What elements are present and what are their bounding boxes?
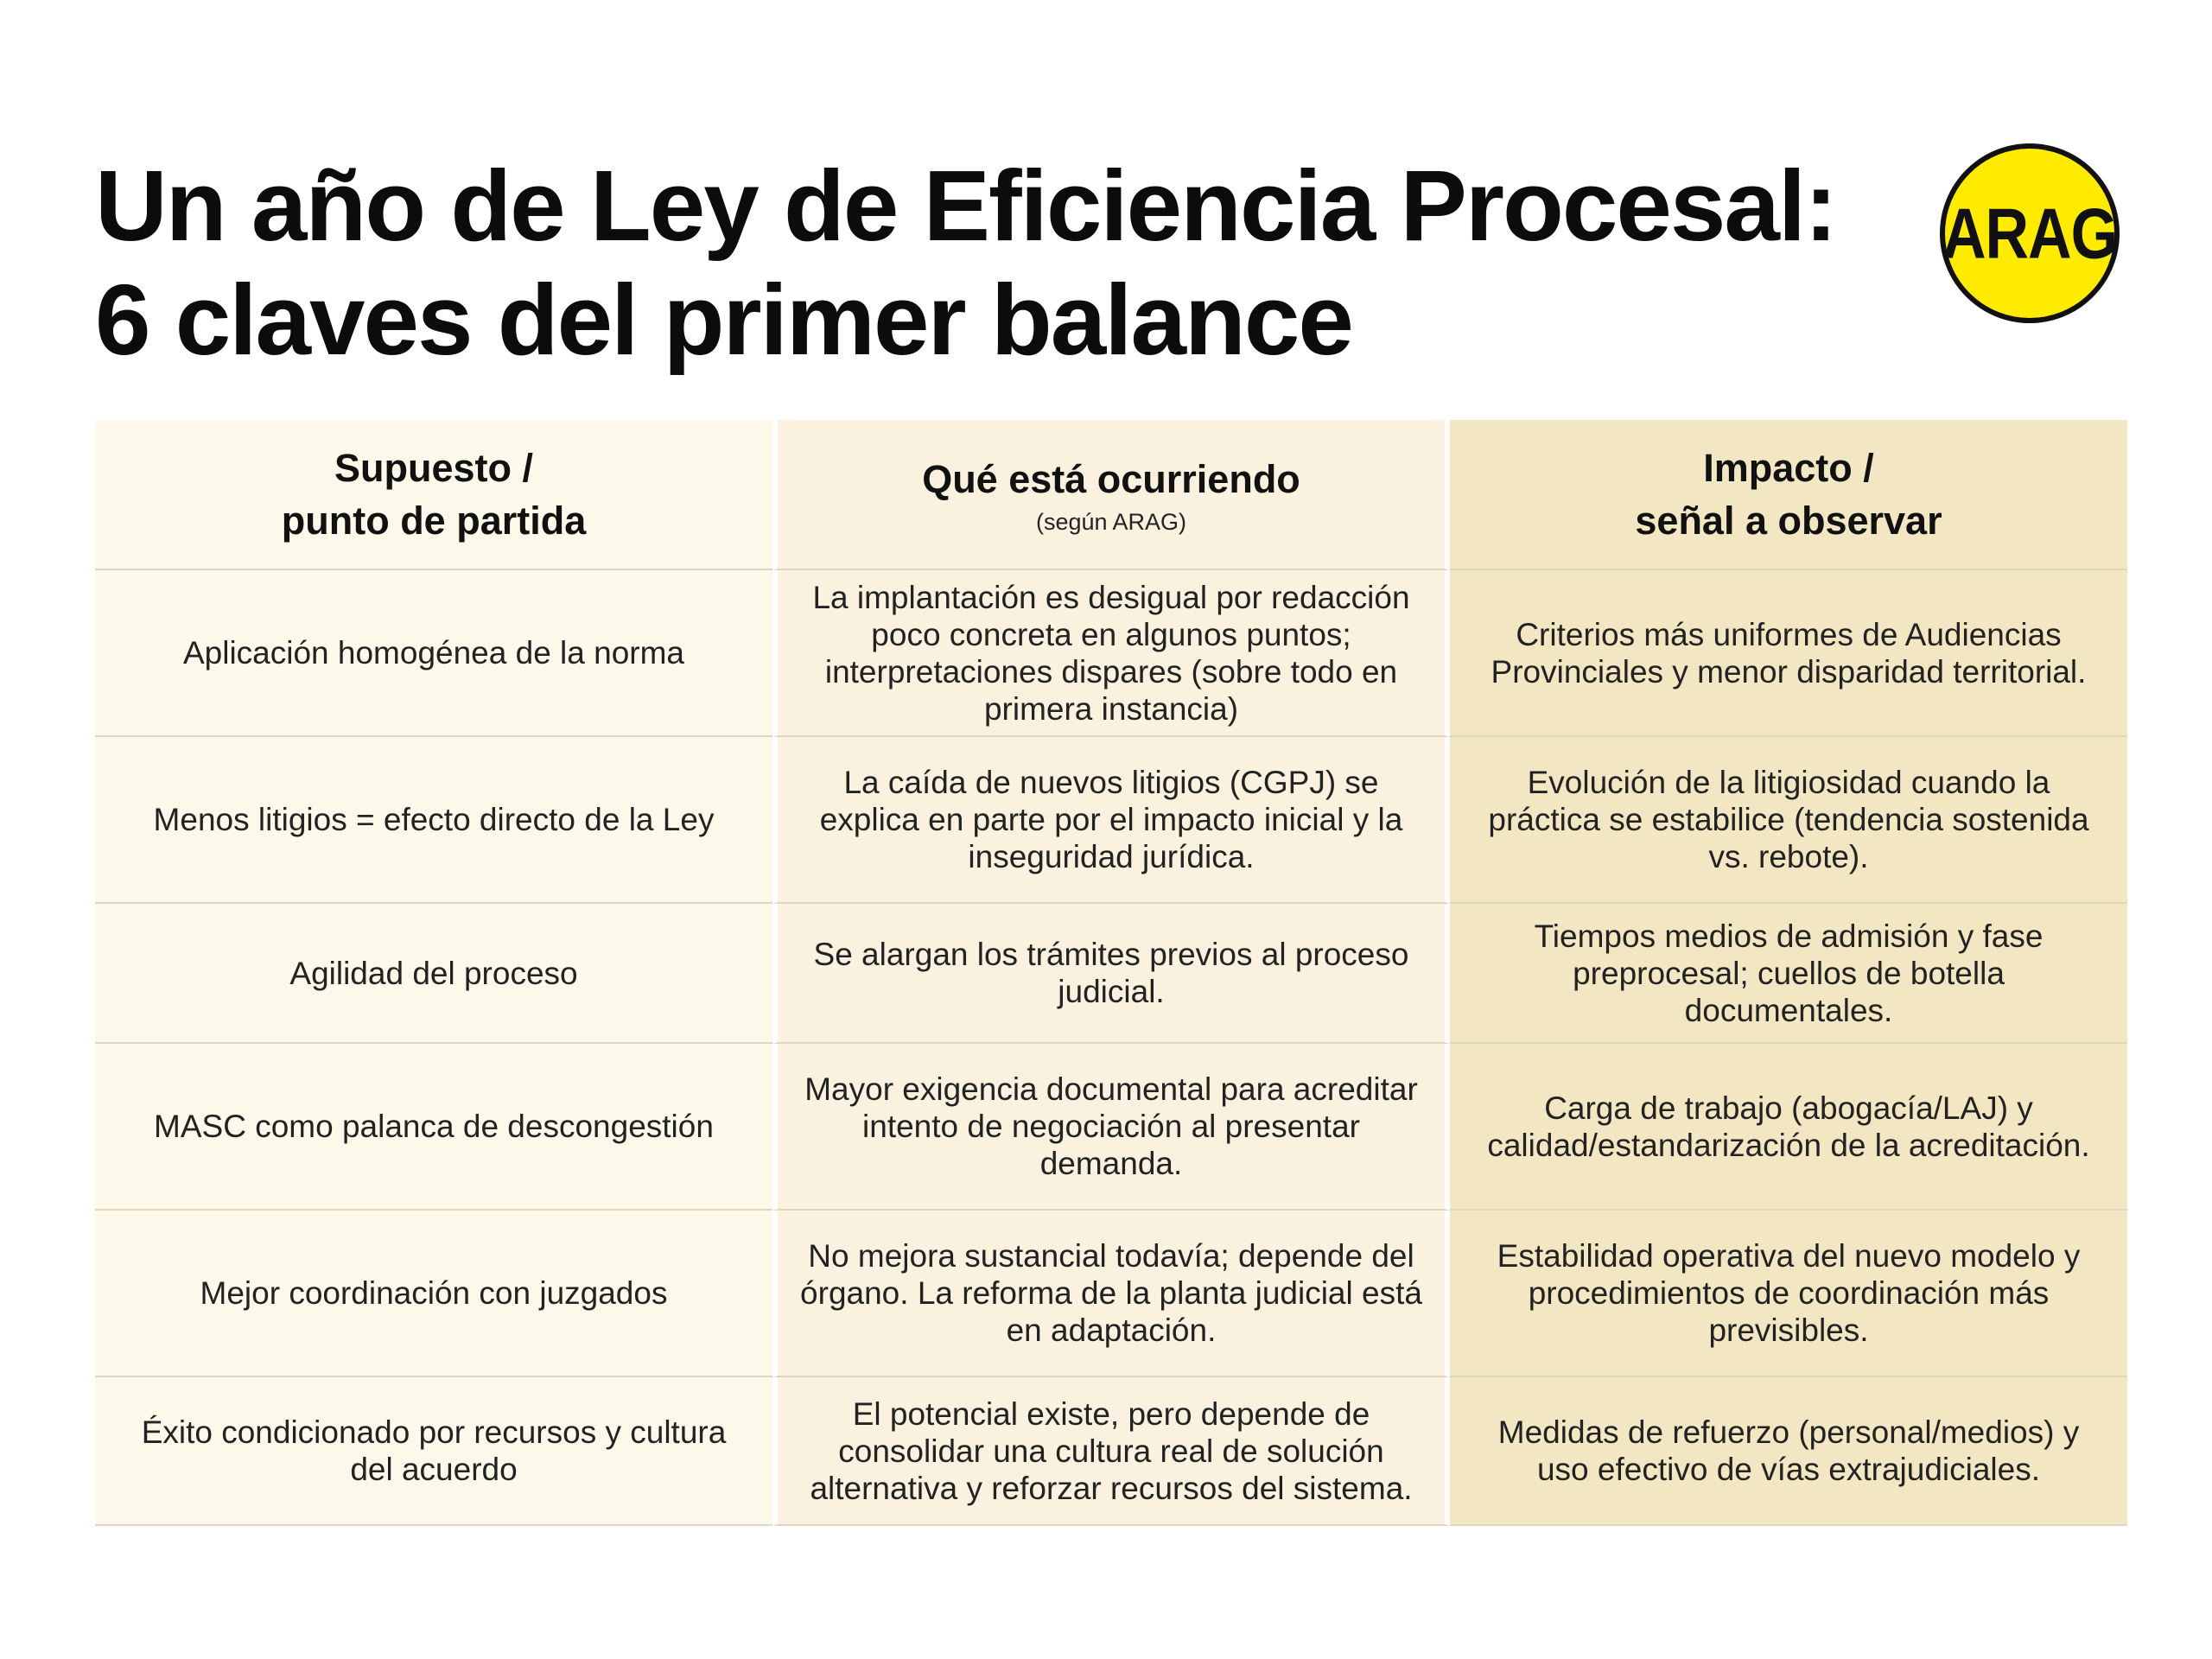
row-1-impact: Criterios más uniformes de Audiencias Provinciales y menor disparidad territorial. (1450, 570, 2127, 737)
row-5-assumption: Mejor coordinación con juzgados (95, 1211, 772, 1377)
header-impact-line-2: señal a observar (1635, 499, 1942, 543)
header-impact-line-1: Impacto / (1703, 446, 1874, 490)
row-1-happening: La implantación es desigual por redacción poco concreta en algunos puntos; interpretaciones dispares (sobre todo en primera instancia) (772, 570, 1450, 737)
row-3-assumption: Agilidad del proceso (95, 904, 772, 1044)
title-line-2: 6 claves del primer balance (95, 264, 1352, 376)
row-2-happening: La caída de nuevos litigios (CGPJ) se explica en parte por el impacto inicial y la inseguridad jurídica. (772, 737, 1450, 904)
page-title (95, 149, 1836, 377)
row-5-impact: Estabilidad operativa del nuevo modelo y procedimientos de coordinación más previsibles. (1450, 1211, 2127, 1377)
header-happening-sub: (según ARAG) (1035, 508, 1187, 535)
balance-table (95, 420, 2127, 1526)
row-4-impact: Carga de trabajo (abogacía/LAJ) y calidad/estandarización de la acreditación. (1450, 1044, 2127, 1211)
header-assumption-line-2: punto de partida (281, 499, 587, 543)
row-6-impact: Medidas de refuerzo (personal/medios) y uso efectivo de vías extrajudiciales. (1450, 1377, 2127, 1526)
row-5-happening: No mejora sustancial todavía; depende del órgano. La reforma de la planta judicial está en adaptación. (772, 1211, 1450, 1377)
title-line-1: Un año de Ley de Eficiencia Procesal: (95, 149, 1836, 262)
row-3-impact: Tiempos medios de admisión y fase preprocesal; cuellos de botella documentales. (1450, 904, 2127, 1044)
row-6-happening: El potencial existe, pero depende de consolidar una cultura real de solución alternativa y reforzar recursos del sistema. (772, 1377, 1450, 1526)
row-4-happening: Mayor exigencia documental para acreditar intento de negociación al presentar demanda. (772, 1044, 1450, 1211)
row-1-assumption: Aplicación homogénea de la norma (95, 570, 772, 737)
logo-text: ARAG (1942, 193, 2118, 274)
row-2-assumption: Menos litigios = efecto directo de la Ley (95, 737, 772, 904)
header-impact (1450, 420, 2127, 570)
header-happening (772, 420, 1450, 570)
header-happening-line-1: Qué está ocurriendo (922, 456, 1300, 501)
arag-logo (1940, 143, 2120, 323)
header-assumption (95, 420, 772, 570)
row-3-happening: Se alargan los trámites previos al proceso judicial. (772, 904, 1450, 1044)
header-assumption-line-1: Supuesto / (334, 446, 533, 490)
row-4-assumption: MASC como palanca de descongestión (95, 1044, 772, 1211)
row-6-assumption: Éxito condicionado por recursos y cultura del acuerdo (95, 1377, 772, 1526)
row-2-impact: Evolución de la litigiosidad cuando la práctica se estabilice (tendencia sostenida vs. rebote). (1450, 737, 2127, 904)
